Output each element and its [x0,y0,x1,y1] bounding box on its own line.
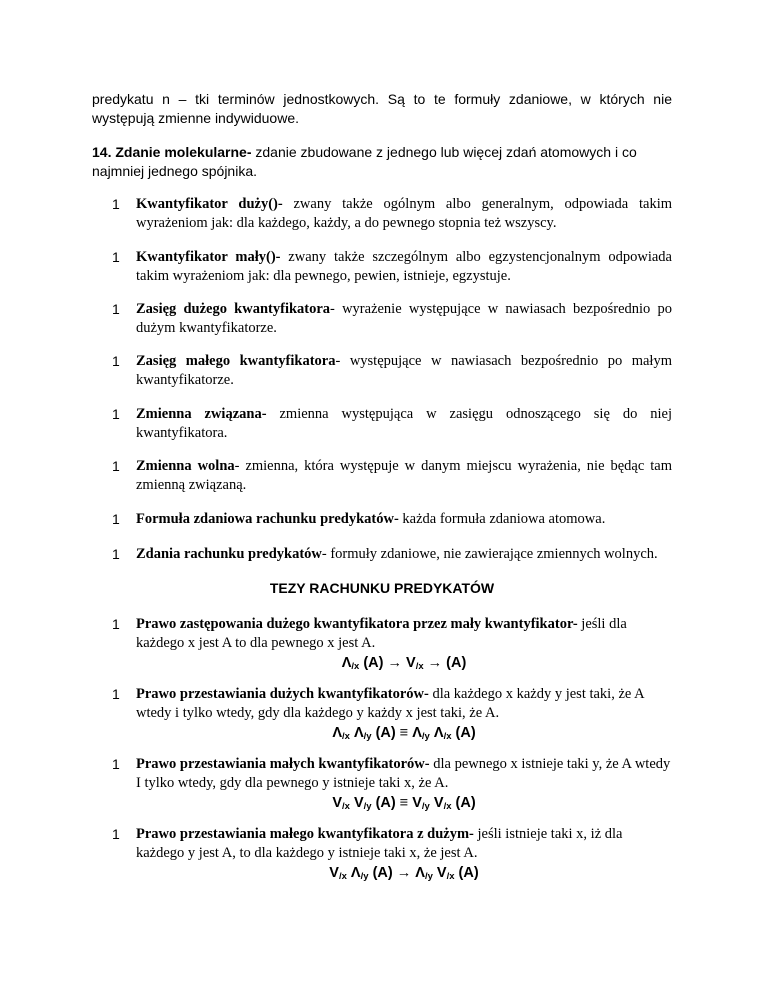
definition-term: Formuła zdaniowa rachunku predykatów- [136,511,399,527]
list-number: 1 [112,826,120,842]
law-formula: $\Lambda_{/x}$ $\Lambda_{/y}$ $(A) \equiv \Lambda_{/y}$ $\Lambda_{/x}$ (A) [332,725,476,742]
definition-item [112,195,672,233]
definition-item [112,545,672,564]
law-title: Prawo przestawiania małego kwantyfikatora z dużym- [136,826,474,842]
definition-item [112,510,672,529]
definition-item [112,248,672,286]
definition-text: zmienna występująca w zasięgu odnoszącego się do niej kwantyfikatora. [136,406,672,441]
section-14-text: zdanie zbudowane z jednego lub więcej zdań atomowych i co najmniej jednego spójnika. [92,144,637,179]
section-14-title: 14. Zdanie molekularne- [92,144,252,160]
list-number: 1 [112,546,120,562]
list-number: 1 [112,406,120,422]
definition-text: - występujące w nawiasach bezpośrednio po małym kwantyfikatorze. [136,353,672,388]
list-number: 1 [112,686,120,702]
law-title: Prawo przestawiania małych kwantyfikatorów- [136,756,430,772]
definition-term: Zmienna wolna [136,458,235,474]
definition-term: Zasięg dużego kwantyfikatora [136,301,331,317]
list-number: 1 [112,196,120,212]
law-item [112,755,672,817]
list-number: 1 [112,301,120,317]
law-text: dla pewnego x istnieje taki y, że A wtedy I tylko wtedy, gdy dla pewnego y istnieje taki x, że A. [136,756,671,791]
section-heading: TEZY RACHUNKU PREDYKATÓW [269,580,495,596]
law-text: jeśli dla każdego x jest A to dla pewnego x jest A. [136,616,627,651]
law-formula: $\Lambda_{/x}$ $(A) \to V_{/x} \to (A)$ [341,655,467,672]
definition-item [112,405,672,443]
definition-term: Zdania rachunku predykatów [136,546,322,562]
law-title: Prawo przestawiania dużych kwantyfikatorów- [136,686,429,702]
law-item [112,615,672,677]
law-formula: $V_{/x}$ $V_{/y}$ $(A) \equiv V_{/y}$ $V_{/x}$ (A) [332,795,476,812]
list-number: 1 [112,353,120,369]
definition-text: - wyrażenie występujące w nawiasach bezpośrednio po dużym kwantyfikatorze. [136,301,672,336]
definition-text: - zmienna, która występuje w danym miejscu wyrażenia, nie będąc tam zmienną związaną. [136,458,672,493]
definition-term: Kwantyfikator duży()- [136,196,283,212]
definition-text: każda formuła zdaniowa atomowa. [398,511,606,527]
law-text: dla każdego x każdy y jest taki, że A wtedy i tylko wtedy, gdy dla każdego y każdy x jest taki, że A. [136,686,644,721]
section-14 [92,143,672,181]
list-number: 1 [112,458,120,474]
intro-paragraph: predykatu n – tki terminów jednostkowych. Są to te formuły zdaniowe, w których nie występują zmienne indywiduowe. [92,91,672,126]
definition-text: zwany także ogólnym albo generalnym, odpowiada takim wyrażeniom jak: dla każdego, każdy, a do pewnego stopnia też wszyscy. [136,196,672,231]
definition-term: Kwantyfikator mały()- [136,249,281,265]
definition-item [112,352,672,390]
law-title: Prawo zastępowania dużego kwantyfikatora przez mały kwantyfikator- [136,616,578,632]
definition-text: zwany także szczególnym albo egzystencjonalnym odpowiada takim wyrażeniom jak: dla pewnego, pewien, istnieje, egzystuje. [136,249,672,284]
list-number: 1 [112,616,120,632]
definition-item [112,457,672,495]
law-text: jeśli istnieje taki x, iż dla każdego y jest A, to dla każdego y istnieje taki x, że jest A. [136,826,623,861]
definition-text: - formuły zdaniowe, nie zawierające zmiennych wolnych. [321,546,658,562]
list-number: 1 [112,249,120,265]
list-number: 1 [112,511,120,527]
law-item [112,825,672,887]
definition-item [112,300,672,338]
law-formula: $V_{/x}$ $\Lambda_{/y}$ $(A) \to \Lambda_{/y}$ $V_{/x}$ (A) [329,865,479,882]
definition-term: Zmienna związana- [136,406,267,422]
law-item [112,685,672,747]
definition-term: Zasięg małego kwantyfikatora [136,353,336,369]
list-number: 1 [112,756,120,772]
